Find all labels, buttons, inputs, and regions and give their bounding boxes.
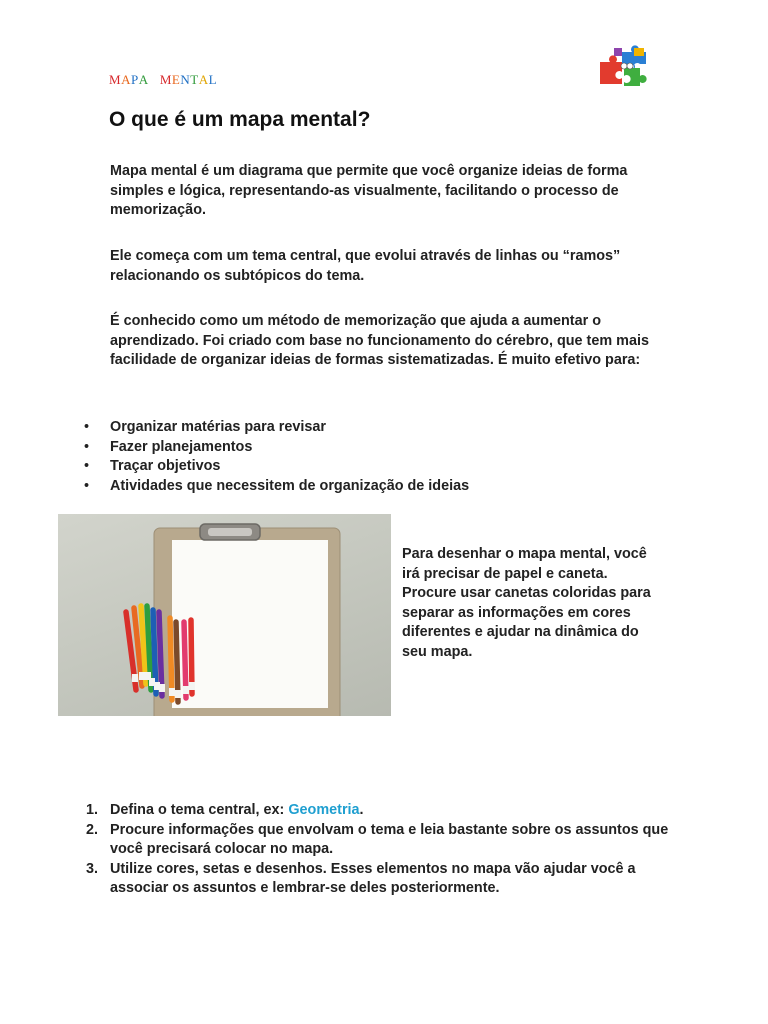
- title-letter: E: [171, 72, 181, 87]
- title-letter: A: [198, 72, 209, 87]
- paragraph-central-theme: Ele começa com um tema central, que evolui através de linhas ou “ramos” relacionando os subtópicos do tema.: [110, 248, 621, 284]
- title-letter: L: [208, 72, 218, 87]
- step-number: 1.: [86, 802, 99, 818]
- title-letter: N: [180, 72, 191, 87]
- list-item: • Traçar objetivos: [82, 457, 469, 477]
- step-text: Procure informações que envolvam o tema e leia bastante sobre os assuntos que você precisará colocar no mapa.: [110, 821, 669, 858]
- list-item: • Fazer planejamentos: [82, 438, 469, 458]
- step-text: Utilize cores, setas e desenhos. Esses elementos no mapa vão ajudar você a associar os assuntos e lembrar-se deles posteriormente.: [110, 860, 636, 897]
- step-number: 2.: [86, 821, 99, 838]
- drawing-tips-text: Para desenhar o mapa mental, você irá precisar de papel e caneta. Procure usar canetas coloridas para separar as informações em cores diferentes e ajudar na dinâmica do seu mapa.: [402, 546, 651, 660]
- puzzle-logo-icon: [594, 44, 656, 90]
- list-item: [82, 801, 672, 821]
- title-letter: M: [159, 72, 172, 87]
- steps-list: [82, 801, 672, 899]
- header-title: [109, 72, 217, 88]
- highlight-term: Geometria: [288, 802, 360, 818]
- title-letter: P: [130, 72, 139, 87]
- list-item: [82, 860, 672, 899]
- title-letter: A: [138, 72, 149, 87]
- list-item: [82, 821, 672, 860]
- clipboard-markers-photo: [58, 514, 391, 716]
- step-number: 3.: [86, 860, 99, 877]
- step-text-end: .: [359, 802, 364, 818]
- list-item: • Atividades que necessitem de organização de ideias: [82, 477, 469, 497]
- title-letter: T: [190, 72, 199, 87]
- title-letter: [149, 72, 160, 88]
- uses-list: [82, 418, 469, 496]
- list-item: • Organizar matérias para revisar: [82, 418, 469, 438]
- paragraph-method: É conhecido como um método de memorização que ajuda a aumentar o aprendizado. Foi criado com base no funcionamento do cérebro, que tem mais facilidade de organizar ideias de formas sistematizadas. É muito efetivo para:: [110, 313, 649, 369]
- paragraph-definition: Mapa mental é um diagrama que permite que você organize ideias de forma simples e lógica, representando-as visualmente, facilitando o processo de memorização.: [110, 163, 628, 219]
- title-letter: A: [121, 72, 131, 87]
- title-letter: M: [109, 72, 122, 87]
- page-title: O que é um mapa mental?: [109, 108, 371, 131]
- step-text: Defina o tema central, ex:: [110, 802, 289, 818]
